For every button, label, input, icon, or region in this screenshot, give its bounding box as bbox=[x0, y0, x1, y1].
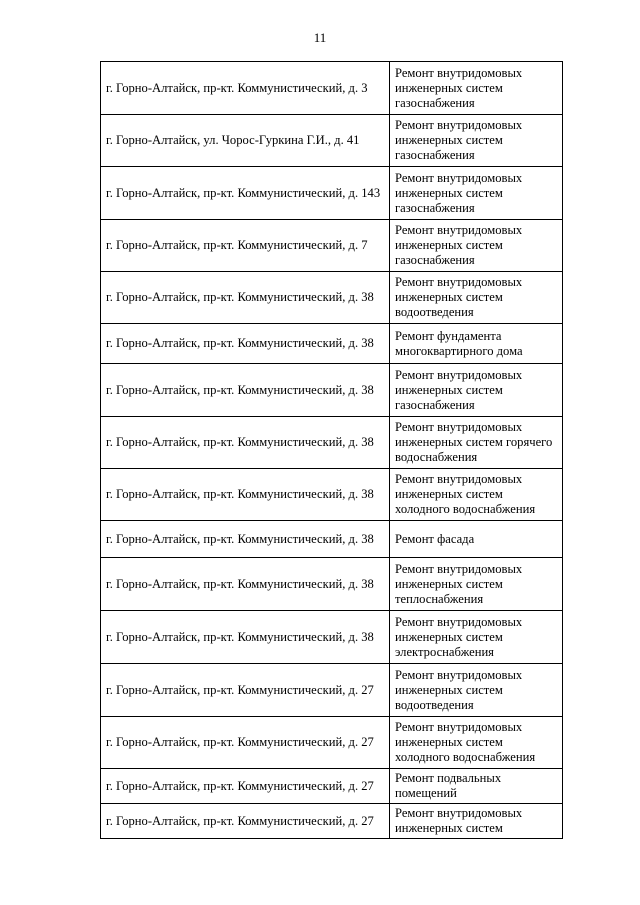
work-cell: Ремонт внутридомовых инженерных систем холодного водоснабжения bbox=[390, 717, 563, 769]
address-cell: г. Горно-Алтайск, пр-кт. Коммунистический, д. 38 bbox=[101, 272, 390, 324]
address-cell: г. Горно-Алтайск, пр-кт. Коммунистический, д. 38 bbox=[101, 469, 390, 521]
address-cell: г. Горно-Алтайск, пр-кт. Коммунистический, д. 3 bbox=[101, 62, 390, 115]
works-table-body bbox=[101, 62, 563, 839]
table-row bbox=[101, 167, 563, 220]
work-cell: Ремонт внутридомовых инженерных систем водоотведения bbox=[390, 664, 563, 717]
work-cell: Ремонт фасада bbox=[390, 521, 563, 558]
table-row bbox=[101, 611, 563, 664]
address-cell: г. Горно-Алтайск, пр-кт. Коммунистический, д. 27 bbox=[101, 717, 390, 769]
address-cell: г. Горно-Алтайск, пр-кт. Коммунистический, д. 38 bbox=[101, 521, 390, 558]
work-cell: Ремонт внутридомовых инженерных систем холодного водоснабжения bbox=[390, 469, 563, 521]
table-row bbox=[101, 717, 563, 769]
table-row bbox=[101, 804, 563, 839]
address-cell: г. Горно-Алтайск, пр-кт. Коммунистический, д. 143 bbox=[101, 167, 390, 220]
address-cell: г. Горно-Алтайск, ул. Чорос-Гуркина Г.И., д. 41 bbox=[101, 115, 390, 167]
table-row bbox=[101, 417, 563, 469]
table-row bbox=[101, 115, 563, 167]
work-cell: Ремонт внутридомовых инженерных систем газоснабжения bbox=[390, 62, 563, 115]
work-cell: Ремонт фундамента многоквартирного дома bbox=[390, 324, 563, 364]
table-row bbox=[101, 558, 563, 611]
address-cell: г. Горно-Алтайск, пр-кт. Коммунистический, д. 27 bbox=[101, 664, 390, 717]
address-cell: г. Горно-Алтайск, пр-кт. Коммунистический, д. 38 bbox=[101, 364, 390, 417]
table-row bbox=[101, 62, 563, 115]
table-row bbox=[101, 324, 563, 364]
work-cell: Ремонт внутридомовых инженерных систем газоснабжения bbox=[390, 115, 563, 167]
address-cell: г. Горно-Алтайск, пр-кт. Коммунистический, д. 38 bbox=[101, 417, 390, 469]
address-cell: г. Горно-Алтайск, пр-кт. Коммунистический, д. 7 bbox=[101, 220, 390, 272]
table-row bbox=[101, 664, 563, 717]
work-cell: Ремонт внутридомовых инженерных систем электроснабжения bbox=[390, 611, 563, 664]
works-table bbox=[100, 61, 563, 839]
work-cell: Ремонт внутридомовых инженерных систем bbox=[390, 804, 563, 839]
address-cell: г. Горно-Алтайск, пр-кт. Коммунистический, д. 27 bbox=[101, 769, 390, 804]
work-cell: Ремонт внутридомовых инженерных систем газоснабжения bbox=[390, 167, 563, 220]
table-row bbox=[101, 364, 563, 417]
address-cell: г. Горно-Алтайск, пр-кт. Коммунистический, д. 38 bbox=[101, 558, 390, 611]
address-cell: г. Горно-Алтайск, пр-кт. Коммунистический, д. 38 bbox=[101, 611, 390, 664]
work-cell: Ремонт внутридомовых инженерных систем теплоснабжения bbox=[390, 558, 563, 611]
table-row bbox=[101, 769, 563, 804]
table-row bbox=[101, 220, 563, 272]
work-cell: Ремонт внутридомовых инженерных систем газоснабжения bbox=[390, 364, 563, 417]
work-cell: Ремонт внутридомовых инженерных систем газоснабжения bbox=[390, 220, 563, 272]
table-row bbox=[101, 272, 563, 324]
address-cell: г. Горно-Алтайск, пр-кт. Коммунистический, д. 27 bbox=[101, 804, 390, 839]
table-row bbox=[101, 521, 563, 558]
work-cell: Ремонт внутридомовых инженерных систем водоотведения bbox=[390, 272, 563, 324]
address-cell: г. Горно-Алтайск, пр-кт. Коммунистический, д. 38 bbox=[101, 324, 390, 364]
work-cell: Ремонт внутридомовых инженерных систем горячего водоснабжения bbox=[390, 417, 563, 469]
table-row bbox=[101, 469, 563, 521]
work-cell: Ремонт подвальных помещений bbox=[390, 769, 563, 804]
page-number: 11 bbox=[313, 30, 327, 45]
